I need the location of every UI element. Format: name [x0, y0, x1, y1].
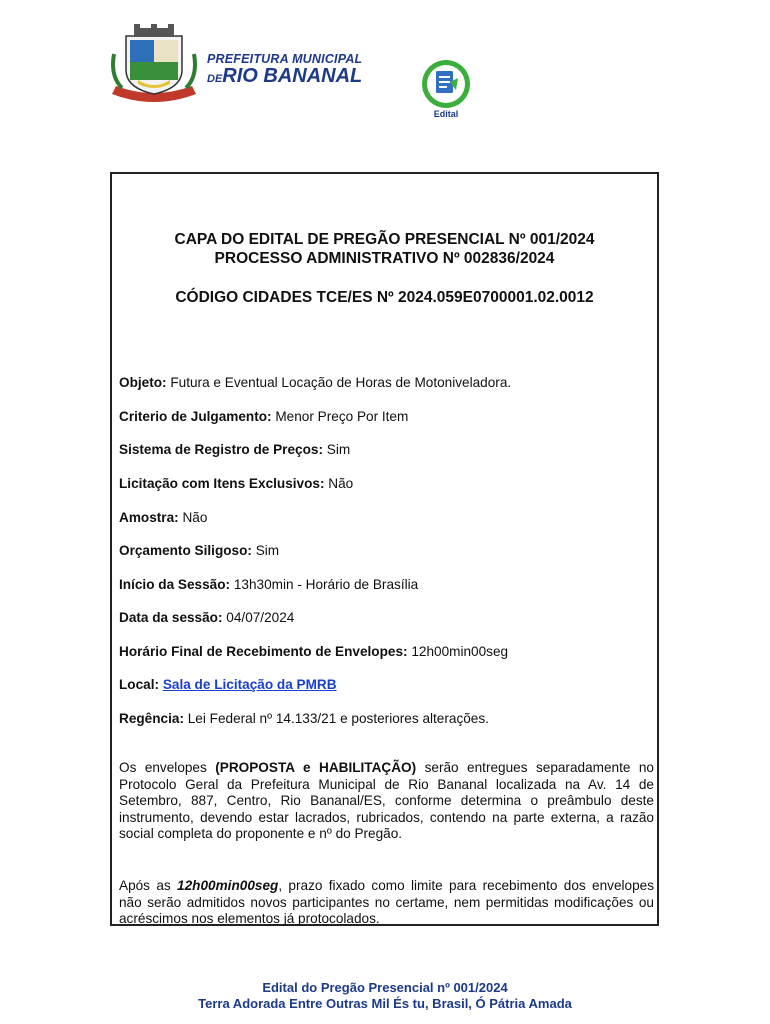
brand-city-name: RIO BANANAL [222, 64, 363, 87]
municipal-crest-icon [108, 24, 200, 106]
edital-document-icon [418, 60, 474, 116]
field-regencia: Regência: Lei Federal nº 14.133/21 e posteriores alterações. [119, 711, 489, 726]
tce-code: CÓDIGO CIDADES TCE/ES Nº 2024.059E0700001.02.0012 [175, 289, 594, 306]
edital-badge-label: Edital [433, 109, 459, 119]
brand-prefix: DE [207, 72, 223, 85]
field-local: Local: Sala de Licitação da PMRB [119, 677, 337, 692]
footer-motto: Terra Adorada Entre Outras Mil És tu, Brasil, Ó Pátria Amada [198, 996, 572, 1011]
brand-line-2 [207, 66, 362, 86]
field-criterio: Criterio de Julgamento: Menor Preço Por Item [119, 409, 409, 424]
field-orcamento: Orçamento Siligoso: Sim [119, 543, 280, 558]
cover-box [110, 172, 659, 926]
local-link[interactable]: Sala de Licitação da PMRB [162, 677, 337, 692]
field-objeto: Objeto: Futura e Eventual Locação de Horas de Motoniveladora. [119, 375, 512, 390]
process-number: PROCESSO ADMINISTRATIVO Nº 002836/2024 [214, 250, 555, 267]
page-header [0, 0, 770, 150]
delivery-paragraph: Os envelopes (PROPOSTA e HABILITAÇÃO) serão entregues separadamente no Protocolo Geral da Prefeitura Municipal de Rio Bananal localizada na Av. 14 de Setembro, 887, Centro, Rio Bananal/ES, conforme determina o preâmbulo deste instrumento, devendo estar lacrados, rubricados, contendo na parte externa, a razão social completa do proponente e nº do Pregão. [119, 760, 654, 841]
cover-title: CAPA DO EDITAL DE PREGÃO PRESENCIAL Nº 001/2024 [174, 231, 595, 248]
municipality-brand [207, 53, 362, 86]
field-itens-exclusivos: Licitação com Itens Exclusivos: Não [119, 476, 354, 491]
field-registro-precos: Sistema de Registro de Preços: Sim [119, 442, 351, 457]
footer-edital-title: Edital do Pregão Presencial nº 001/2024 [262, 980, 508, 995]
field-inicio-sessao: Início da Sessão: 13h30min - Horário de Brasília [119, 577, 419, 592]
brand-line-1: PREFEITURA MUNICIPAL [207, 52, 363, 66]
field-horario-final: Horário Final de Recebimento de Envelopes: 12h00min00seg [119, 644, 509, 659]
deadline-paragraph: Após as 12h00min00seg, prazo fixado como limite para recebimento dos envelopes não serão admitidos novos participantes no certame, nem permitidas modificações ou acréscimos nos elementos já protocolados. [119, 878, 654, 926]
field-amostra: Amostra: Não [119, 510, 208, 525]
field-data-sessao: Data da sessão: 04/07/2024 [119, 610, 295, 625]
